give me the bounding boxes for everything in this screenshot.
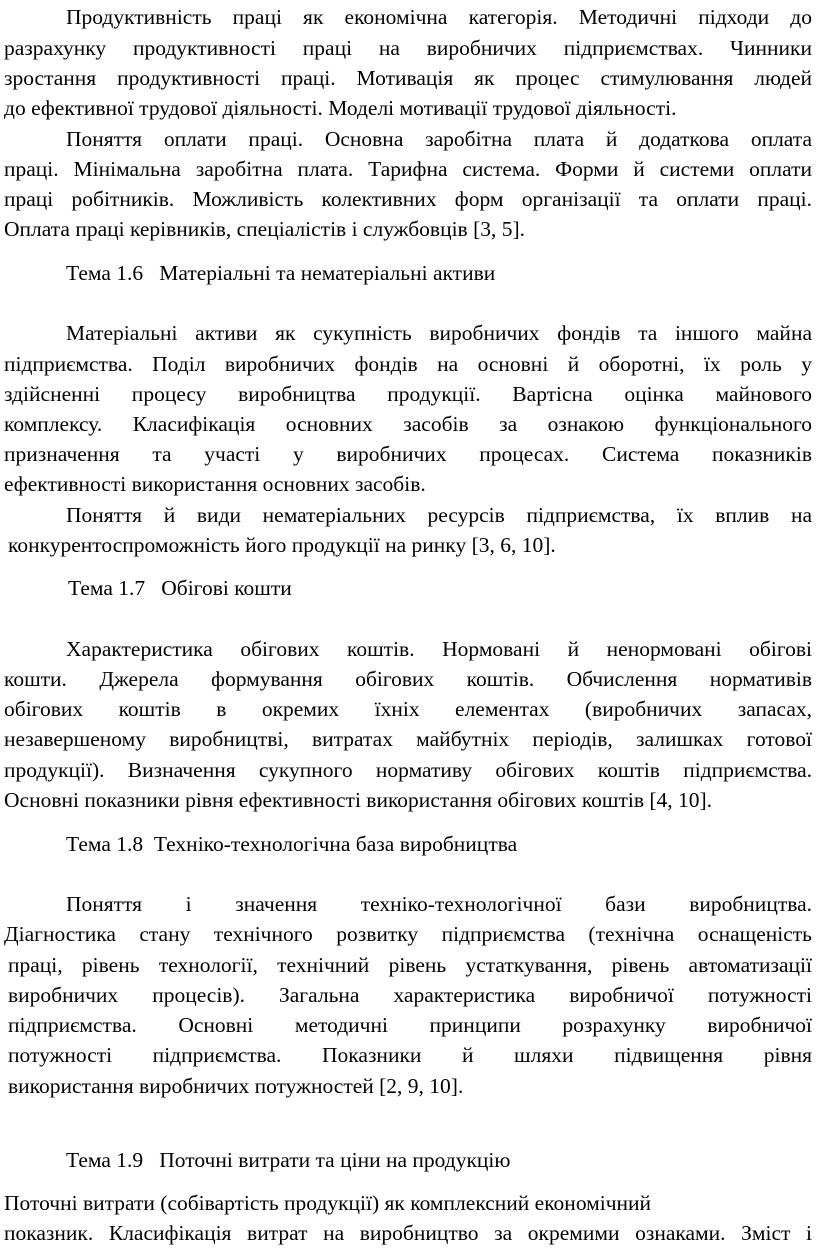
paragraph-line: потужності підприємства. Показники й шляхи підвищення рівня — [8, 1043, 812, 1067]
section-heading-1-6: Тема 1.6 Матеріальні та нематеріальні активи — [66, 261, 496, 285]
section-heading-1-8: Тема 1.8 Техніко-технологічна база виробництва — [66, 832, 518, 856]
paragraph-line: Основні показники рівня ефективності використання обігових коштів [4, 10]. — [4, 788, 713, 812]
paragraph-line: продукції). Визначення сукупного нормативу обігових коштів підприємства. — [4, 758, 812, 782]
paragraph-line: підприємства. Поділ виробничих фондів на основні й оборотні, їх роль у — [4, 352, 812, 376]
paragraph-line: Поняття й види нематеріальних ресурсів підприємства, їх вплив на — [66, 503, 812, 527]
paragraph-line: комплексу. Класифікація основних засобів за ознакою функціонального — [4, 412, 812, 436]
paragraph-line: Матеріальні активи як сукупність виробничих фондів та іншого майна — [66, 321, 812, 345]
paragraph-line: зростання продуктивності праці. Мотивація як процес стимулювання людей — [4, 66, 812, 90]
paragraph-line: ефективності використання основних засобів. — [4, 472, 426, 496]
paragraph-line: праці, рівень технології, технічний рівень устаткування, рівень автоматизації — [8, 953, 812, 977]
paragraph-line: праці. Мінімальна заробітна плата. Тарифна система. Форми й системи оплати — [4, 157, 812, 181]
paragraph-line: Характеристика обігових коштів. Нормовані й ненормовані обігові — [66, 637, 812, 661]
section-heading-1-7: Тема 1.7 Обігові кошти — [68, 576, 292, 600]
paragraph-line: здійсненні процесу виробництва продукції. Вартісна оцінка майнового — [4, 382, 812, 406]
paragraph-line: підприємства. Основні методичні принципи розрахунку виробничої — [8, 1013, 812, 1037]
paragraph-line: праці робітників. Можливість колективних форм організації та оплати праці. — [4, 187, 812, 211]
paragraph-line: Поняття і значення техніко-технологічної бази виробництва. — [66, 892, 812, 916]
paragraph-line: Поняття оплати праці. Основна заробітна плата й додаткова оплата — [66, 127, 812, 151]
paragraph-line: призначення та участі у виробничих процесах. Система показників — [4, 442, 812, 466]
paragraph-line: Оплата праці керівників, спеціалістів і службовців [3, 5]. — [4, 217, 526, 241]
paragraph-line: показник. Класифікація витрат на виробництво за окремими ознаками. Зміст і — [4, 1221, 812, 1245]
paragraph-line: разрахунку продуктивності праці на виробничих підприємствах. Чинники — [4, 36, 812, 60]
paragraph-line: до ефективної трудової діяльності. Моделі мотивації трудової діяльності. — [4, 96, 677, 120]
paragraph-line: використання виробничих потужностей [2, 9, 10]. — [8, 1074, 464, 1098]
paragraph-line: незавершеному виробництві, витратах майбутніх періодів, залишках готової — [4, 727, 812, 751]
section-heading-1-9: Тема 1.9 Поточні витрати та ціни на продукцію — [66, 1148, 511, 1172]
paragraph-line: Діагностика стану технічного розвитку підприємства (технічна оснащеність — [4, 922, 812, 946]
paragraph-line: виробничих процесів). Загальна характеристика виробничої потужності — [8, 983, 812, 1007]
paragraph-line: Продуктивність праці як економічна категорія. Методичні підходи до — [66, 5, 812, 29]
paragraph-line: Поточні витрати (собівартість продукції) як комплексний економічний — [4, 1191, 652, 1215]
paragraph-line: кошти. Джерела формування обігових коштів. Обчислення нормативів — [4, 667, 812, 691]
paragraph-line: конкурентоспроможність його продукції на ринку [3, 6, 10]. — [8, 533, 556, 557]
paragraph-line: обігових коштів в окремих їхніх елементах (виробничих запасах, — [4, 697, 812, 721]
